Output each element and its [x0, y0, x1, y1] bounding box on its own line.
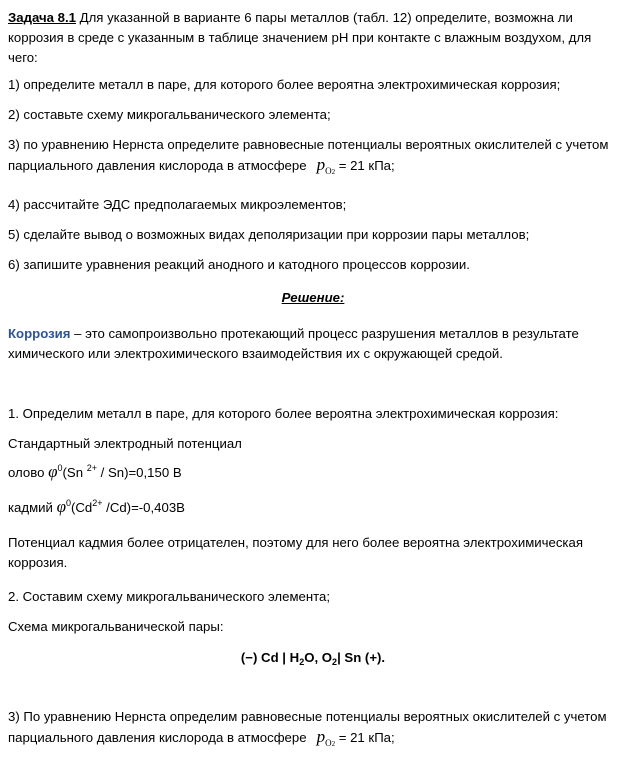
tin-phi-symbol: φ	[48, 462, 58, 481]
step2-heading	[8, 587, 618, 607]
tin-ion: (Sn	[62, 465, 87, 480]
tin-charge: 2+	[86, 463, 97, 473]
step3-block	[8, 707, 618, 754]
step2-subheading-text: Схема микрогальванической пары:	[8, 619, 224, 634]
cadmium-phi-symbol: φ	[56, 497, 66, 516]
task-item-1	[8, 75, 618, 95]
step3-text	[8, 707, 618, 754]
step1-subheading	[8, 434, 618, 454]
cadmium-charge: 2+	[92, 498, 103, 508]
step3-pressure-subscript	[325, 738, 335, 748]
cadmium-value: /Cd)=-0,403В	[102, 500, 185, 515]
step2-heading-text: 2. Составим схему микрогальванического элемента;	[8, 589, 331, 604]
step3-pressure-value: = 21 кПа;	[335, 730, 395, 745]
task-item-6	[8, 255, 618, 275]
task-item-3-text	[8, 135, 618, 182]
galvanic-scheme	[8, 648, 618, 668]
step1-heading-text: 1. Определим металл в паре, для которого более вероятна электрохимическая коррозия:	[8, 406, 559, 421]
step3-sub-index: 2	[331, 740, 336, 748]
task-item-3-body: 3) по уравнению Нернста определите равновесные потенциалы вероятных окислителей с учетом парциального давления кислорода в атмосфере	[8, 137, 609, 173]
tin-name: олово	[8, 465, 49, 480]
cadmium-phi-zero: 0	[65, 498, 71, 508]
tin-value: / Sn)=0,150 В	[96, 465, 182, 480]
task-item-1-text: 1) определите металл в паре, для которого более вероятна электрохимическая коррозия;	[8, 77, 561, 92]
task-item-5	[8, 225, 618, 245]
scheme-electrolyte: O, O	[304, 650, 333, 665]
task-item-4	[8, 195, 618, 215]
task-item-2	[8, 105, 618, 125]
solution-heading: Решение:	[281, 290, 345, 305]
scheme-anode: (−) Cd | H	[240, 650, 300, 665]
oxygen-pressure-subscript	[325, 166, 335, 176]
step2-subheading	[8, 617, 618, 637]
tin-potential-line	[8, 462, 618, 483]
task-item-3	[8, 135, 618, 182]
task-item-2-text: 2) составьте схему микрогальванического элемента;	[8, 107, 331, 122]
step3-body: 3) По уравнению Нернста определим равновесные потенциалы вероятных окислителей с учетом парциального давления кислорода в атмосфере	[8, 709, 607, 745]
oxygen-sub-index: 2	[331, 168, 336, 176]
task-statement	[8, 8, 618, 68]
step3-pressure-symbol: p	[316, 727, 326, 746]
definition-text	[8, 324, 618, 364]
solution-heading-block	[8, 288, 618, 308]
cadmium-ion: (Cd	[70, 500, 93, 515]
step1-subheading-text: Стандартный электродный потенциал	[8, 436, 242, 451]
definition-term: Коррозия	[8, 326, 71, 341]
task-item-5-text: 5) сделайте вывод о возможных видах деполяризации при коррозии пары металлов;	[8, 227, 530, 242]
cadmium-potential	[8, 497, 618, 518]
oxygen-pressure-symbol: p	[316, 155, 326, 174]
cadmium-name: кадмий	[8, 500, 57, 515]
scheme-cathode: | Sn (+).	[337, 650, 386, 665]
task-item-4-text: 4) рассчитайте ЭДС предполагаемых микроэлементов;	[8, 197, 347, 212]
cadmium-potential-line	[8, 497, 618, 518]
task-item-6-text: 6) запишите уравнения реакций анодного и катодного процессов коррозии.	[8, 257, 470, 272]
scheme-water-index: 2	[299, 657, 305, 667]
step1-heading	[8, 404, 618, 424]
definition-body: – это самопроизвольно протекающий процесс разрушения металлов в результате химического или электрохимического взаимодействия их с окружающей средой.	[8, 326, 579, 361]
task-label: Задача 8.1	[8, 10, 76, 25]
step1-conclusion-text: Потенциал кадмия более отрицателен, поэтому для него более вероятна электрохимическая коррозия.	[8, 535, 583, 570]
galvanic-scheme-text	[8, 648, 618, 668]
task-intro-text: Для указанной в варианте 6 пары металлов (табл. 12) определите, возможна ли коррозия в среде с указанным в таблице значением рН при контакте с влажным воздухом, для чего:	[8, 10, 592, 65]
task-intro	[8, 8, 618, 68]
tin-potential	[8, 462, 618, 483]
oxygen-sub-letter: O	[325, 166, 332, 176]
scheme-oxygen-index: 2	[332, 657, 338, 667]
step1-conclusion	[8, 533, 618, 573]
step3-sub-letter: O	[325, 738, 332, 748]
definition-block	[8, 324, 618, 364]
tin-phi-zero: 0	[57, 463, 63, 473]
oxygen-pressure-value: = 21 кПа;	[335, 158, 395, 173]
